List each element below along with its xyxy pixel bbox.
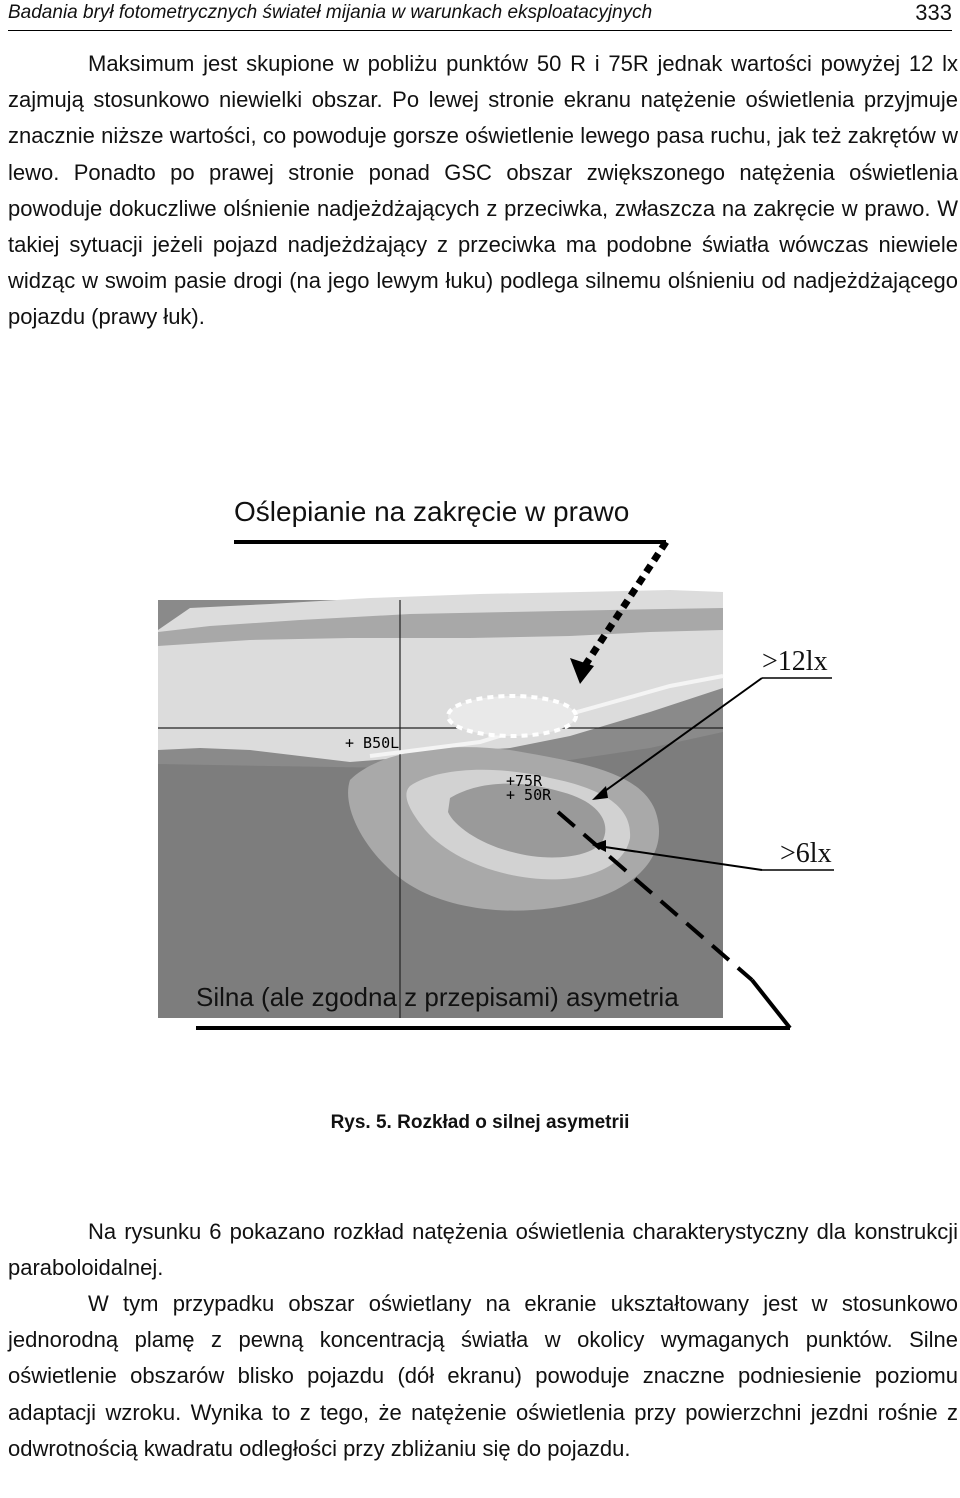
label-12lx: >12lx — [762, 646, 828, 677]
label-6lx: >6lx — [780, 838, 832, 869]
page-number: 333 — [915, 0, 952, 25]
point-b50l: + B50L — [345, 734, 400, 752]
point-75r: +75R — [506, 772, 543, 790]
figure-caption: Rys. 5. Rozkład o silnej asymetrii — [330, 1112, 630, 1133]
bottom-label-connector — [752, 980, 790, 1028]
figure-bottom-label: Silna (ale zgodna z przepisami) asymetria — [196, 982, 679, 1012]
figure-light-distribution — [150, 480, 910, 1090]
paragraph-2: Na rysunku 6 pokazano rozkład natężenia oświetlenia charakterystyczny dla konstrukcji paraboloidalnej. — [8, 1219, 958, 1281]
page-header — [8, 0, 952, 31]
running-title: Badania brył fotometrycznych świateł mijania w warunkach eksploatacyjnych — [8, 2, 653, 23]
glare-zone-marker — [448, 696, 576, 736]
point-50r: + 50R — [506, 786, 552, 804]
paragraph-3: W tym przypadku obszar oświetlany na ekranie ukształtowany jest w stosunkowo jednorodną plamę z pewną koncentracją światła w okolicy wymaganych punktów. Silne oświetlenie obszarów blisko pojazdu (dół ekranu) powoduje znaczne podniesienie poziomu adaptacji wzroku. Wynika to z tego, że natężenie oświetlenia przy powierzchni jezdni rośnie z odwrotnością kwadratu odległości przy zbliżaniu się do pojazdu. — [8, 1291, 958, 1461]
paragraph-1: Maksimum jest skupione w pobliżu punktów 50 R i 75R jednak wartości powyżej 12 lx zajmują stosunkowo niewielki obszar. Po lewej stronie ekranu natężenie oświetlenia przyjmuje znacznie niższe wartości, co powoduje gorsze oświetlenie lewego pasa ruchu, jak też zakrętów w lewo. Ponadto po prawej stronie ponad GSC obszar zwiększonego natężenia oświetlenia powoduje dokuczliwe olśnienie nadjeżdżających z przeciwka, zwłaszcza na zakręcie w prawo. W takiej sytuacji jeżeli pojazd nadjeżdżający z przeciwka ma podobne światła wówczas niewiele widząc w swoim pasie drogi (na jego lewym łuku) podlega silnemu olśnieniu od nadjeżdżającego pojazdu (prawy łuk). — [8, 51, 958, 330]
figure-title: Oślepianie na zakręcie w prawo — [234, 496, 630, 527]
